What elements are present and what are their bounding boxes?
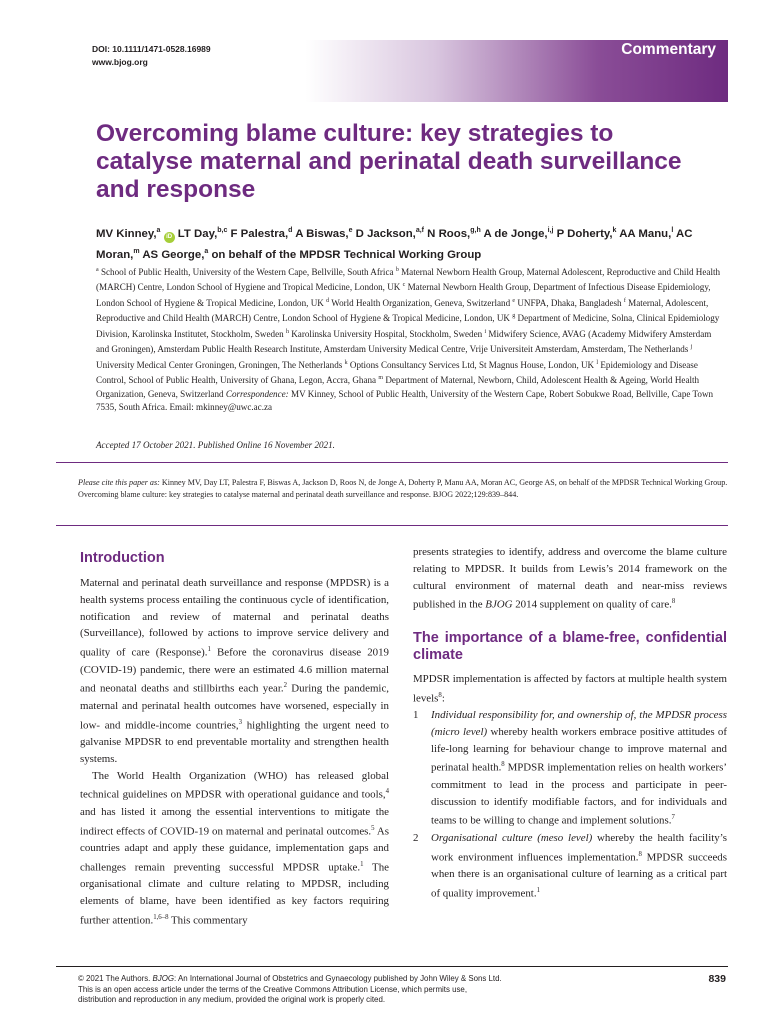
text-run: 2014 supplement on quality of care. <box>512 599 672 612</box>
author-group: on behalf of the MPDSR Technical Working Group <box>211 248 482 261</box>
affiliation-marker: f <box>623 297 626 304</box>
list-item-text <box>431 707 727 830</box>
affiliation-marker: m <box>378 375 384 382</box>
text-run: BJOG <box>485 599 513 612</box>
text-run: and has listed it among the essential interventions to mitigate the indirect effects of COVID-19 on maternal and perinatal outcomes. <box>80 805 389 838</box>
article-title: Overcoming blame culture: key strategies to catalyse maternal and perinatal death surveillance and response <box>96 120 682 203</box>
affiliation-marker: i <box>484 328 487 335</box>
author-name: AC Moran, <box>96 227 693 261</box>
affiliation-text: World Health Organization, Geneva, Switzerland <box>331 297 511 308</box>
list-item-text <box>431 830 727 902</box>
author-name: LT Day, <box>177 227 218 240</box>
author-name: F Palestra, <box>230 227 289 240</box>
footer-divider <box>56 966 728 967</box>
list-item <box>413 707 727 830</box>
author-affiliation-marker: e <box>348 227 353 234</box>
divider <box>56 462 728 463</box>
affiliation-marker: h <box>285 328 289 335</box>
author-name: AS George, <box>142 248 205 261</box>
right-column <box>413 544 727 902</box>
affiliation-marker: g <box>512 313 516 320</box>
author-affiliation-marker: g,h <box>470 227 481 234</box>
affiliations <box>96 264 724 414</box>
author-name: AA Manu, <box>619 227 672 240</box>
affiliation-marker: b <box>395 267 399 273</box>
license-line: This is an open access article under the terms of the Creative Commons Attribution License, which permits use, <box>78 984 468 994</box>
text-run: Organisational culture (meso level) <box>431 831 593 844</box>
affiliation-marker: j <box>690 344 693 351</box>
author-affiliation-marker: a,f <box>415 227 424 234</box>
citation-text: Kinney MV, Day LT, Palestra F, Biswas A, Jackson D, Roos N, de Jonge A, Doherty P, Manu AA, Moran AC, George AS, on behalf of the MPDSR Technical Working Group. Overcoming blame culture: key strategies to catalyse maternal and perinatal death surveillance and response. BJOG 2022;129:839–844. <box>78 478 728 499</box>
affiliation-marker: e <box>512 297 516 304</box>
paragraph <box>413 671 727 707</box>
reference-superscript[interactable]: 1 <box>360 860 364 868</box>
author-name: D Jackson, <box>355 227 416 240</box>
reference-superscript[interactable]: 4 <box>385 788 389 796</box>
affiliation-text: Maternal Newborn Health Group, Department of Infectious Disease Epidemiology, London School of Hygiene & Tropical Medicine, London, UK <box>96 282 711 308</box>
affiliation-text: Midwifery Science, AVAG (Academy Midwifery Amsterdam and Groningen), Amsterdam Public Health Research Institute, Amsterdam University Medical Centre, Vrije Universiteit Amsterdam, Amsterdam, The Netherlands <box>96 328 712 355</box>
author-list <box>96 222 736 264</box>
affiliation-text: Department of Medicine, Solna, Clinical Epidemiology Division, Karolinska Institutet, Stockholm, Sweden <box>96 313 720 339</box>
author-name: MV Kinney, <box>96 227 157 240</box>
list-item-number: 1 <box>413 709 419 722</box>
reference-superscript[interactable]: 8 <box>438 691 442 699</box>
author-affiliation-marker: l <box>671 227 674 234</box>
reference-superscript[interactable]: 1 <box>536 886 540 894</box>
citation-label: Please cite this paper as: <box>78 478 160 487</box>
author-affiliation-marker: a <box>204 247 209 255</box>
text-run: Individual responsibility for, and ownership of, the MPDSR process (micro level) <box>431 709 727 738</box>
affiliation-text: Maternal Newborn Health Group, Maternal Adolescent, Reproductive and Child Health (MARCH) Centre, London School of Hygiene and Tropical Medicine, London, UK <box>96 267 721 293</box>
affiliation-text: Options Consultancy Services Ltd, St Magnus House, London, UK <box>349 359 595 370</box>
section-heading-introduction: Introduction <box>80 550 165 566</box>
text-run: : <box>441 692 445 705</box>
reference-superscript[interactable]: 8 <box>501 761 505 769</box>
text-run: whereby health workers embrace positive attitudes of life-long learning for behaviour change to improve maternal and perinatal health. <box>431 725 727 775</box>
affiliation-text: Epidemiology and Disease Control, School of Public Health, University of Ghana, Legon, Accra, Ghana <box>96 359 698 386</box>
reference-superscript[interactable]: 1,6–8 <box>153 913 169 921</box>
author-name: N Roos, <box>427 227 471 240</box>
copyright-line: © 2021 The Authors. BJOG: An International Journal of Obstetrics and Gynaecology published by John Wiley & Sons Ltd. <box>78 974 502 983</box>
text-run: Maternal and perinatal death surveillance and response (MPDSR) is a health systems process entailing the continuous cycle of identification, notification and review of maternal and perinatal deaths (Surveillance), followed by actions to improve service delivery and quality of care (Response). <box>80 577 389 659</box>
text-run: Before the coronavirus disease 2019 (COVID-19) pandemic, there were an estimated 4.6 million maternal and neonatal deaths and stillbirths each year. <box>80 646 389 696</box>
text-run: The organisational climate and culture relating to MPDSR, including elements of blame, have been identified as key factors requiring further attention. <box>80 861 389 927</box>
reference-superscript[interactable]: 5 <box>371 824 375 832</box>
reference-superscript[interactable]: 8 <box>638 850 642 858</box>
doi[interactable]: DOI: 10.1111/1471-0528.16989 <box>92 44 211 54</box>
correspondence: MV Kinney, School of Public Health, University of the Western Cape, Robert Sobukwe Road, Bellville, Cape Town 7535, South Africa. Email: mkinney@uwc.ac.za <box>96 388 714 412</box>
section-heading-blame-free: The importance of a blame-free, confidential climate <box>413 629 727 663</box>
journal-url[interactable]: www.bjog.org <box>92 57 148 67</box>
orcid-icon[interactable]: iD <box>164 232 175 243</box>
list-item <box>413 830 727 902</box>
text-run: presents strategies to identify, address and overcome the blame culture relating to MPDSR. It builds from Lewis’s 2014 framework on the cultural environment of maternal death and near-miss reviews published in the <box>413 546 727 612</box>
affiliation-text: Maternal, Adolescent, Reproductive and Child Health (MARCH) Centre, London School of Hygiene & Tropical Medicine, London, UK <box>96 297 709 324</box>
text-run: During the pandemic, maternal and perinatal health outcomes have worsened, especially in low- and middle-income countries, <box>80 683 389 732</box>
author-affiliation-marker: a <box>156 227 161 234</box>
footer-license <box>78 974 678 1006</box>
author-affiliation-marker: i,j <box>547 227 554 234</box>
affiliation-marker: k <box>344 359 348 366</box>
author-affiliation-marker: b,c <box>217 227 228 234</box>
citation-box <box>78 477 728 501</box>
divider <box>56 525 728 526</box>
affiliation-marker: c <box>402 282 406 289</box>
license-line: distribution and reproduction in any medium, provided the original work is properly cited. <box>78 995 386 1004</box>
text-run: The World Health Organization (WHO) has released global technical guidelines on MPDSR with operational guidance and tools, <box>80 769 389 802</box>
affiliation-text: Karolinska University Hospital, Stockholm, Sweden <box>291 328 483 339</box>
text-run: MPDSR implementation is affected by factors at multiple health system levels <box>413 672 727 705</box>
affiliation-text: School of Public Health, University of the Western Cape, Bellville, South Africa <box>100 267 394 278</box>
author-name: P Doherty, <box>556 227 613 240</box>
reference-superscript[interactable]: 2 <box>283 682 288 690</box>
reference-superscript[interactable]: 3 <box>238 718 242 726</box>
text-run: whereby the health facility’s work environment influences implementation. <box>431 831 727 864</box>
list-item-number: 2 <box>413 831 419 844</box>
text-run: highlighting the urgent need to galvanise MPDSR to end preventable mortality and strengthen health systems. <box>80 719 389 765</box>
text-run: MPDSR succeeds when there is an organisational culture of learning as a critical part of quality improvement. <box>431 851 727 900</box>
author-name: A de Jonge, <box>483 227 548 240</box>
section-label: Commentary <box>621 41 716 58</box>
reference-superscript[interactable]: 1 <box>207 646 211 654</box>
affiliation-marker: d <box>326 297 330 304</box>
reference-superscript[interactable]: 7 <box>671 814 675 822</box>
affiliation-text: UNFPA, Dhaka, Bangladesh <box>517 297 622 308</box>
correspondence-label: Correspondence: <box>225 388 289 399</box>
author-affiliation-marker: d <box>288 227 293 234</box>
paragraph <box>80 768 389 930</box>
author-affiliation-marker: k <box>612 227 617 234</box>
page-number: 839 <box>708 973 726 985</box>
affiliation-marker: l <box>596 359 599 366</box>
numbered-list <box>413 707 727 902</box>
author-affiliation-marker: m <box>133 247 140 255</box>
left-column <box>80 548 389 929</box>
reference-superscript[interactable]: 8 <box>671 598 676 606</box>
text-run: This commentary <box>168 914 248 927</box>
accepted-date: Accepted 17 October 2021. Published Online 16 November 2021. <box>96 440 335 450</box>
text-run: MPDSR implementation relies on health workers’ commitment to lead in the process and participate in peer-discussion to identify modifiable factors, and for individuals and teams to be willing to change and implement solutions. <box>431 762 727 828</box>
affiliation-text: Department of Maternal, Newborn, Child, Adolescent Health & Ageing, World Health Organization, Geneva, Switzerland <box>96 375 700 399</box>
text-run: As countries adapt and apply these guidance, implementation gaps and challenges remain preventing successful MPDSR uptake. <box>80 825 389 874</box>
affiliation-text: University Medical Center Groningen, Groningen, The Netherlands <box>96 359 343 370</box>
affiliation-marker: a <box>96 267 99 273</box>
author-name: A Biswas, <box>295 227 349 240</box>
paragraph <box>413 544 727 614</box>
paragraph <box>80 575 389 768</box>
